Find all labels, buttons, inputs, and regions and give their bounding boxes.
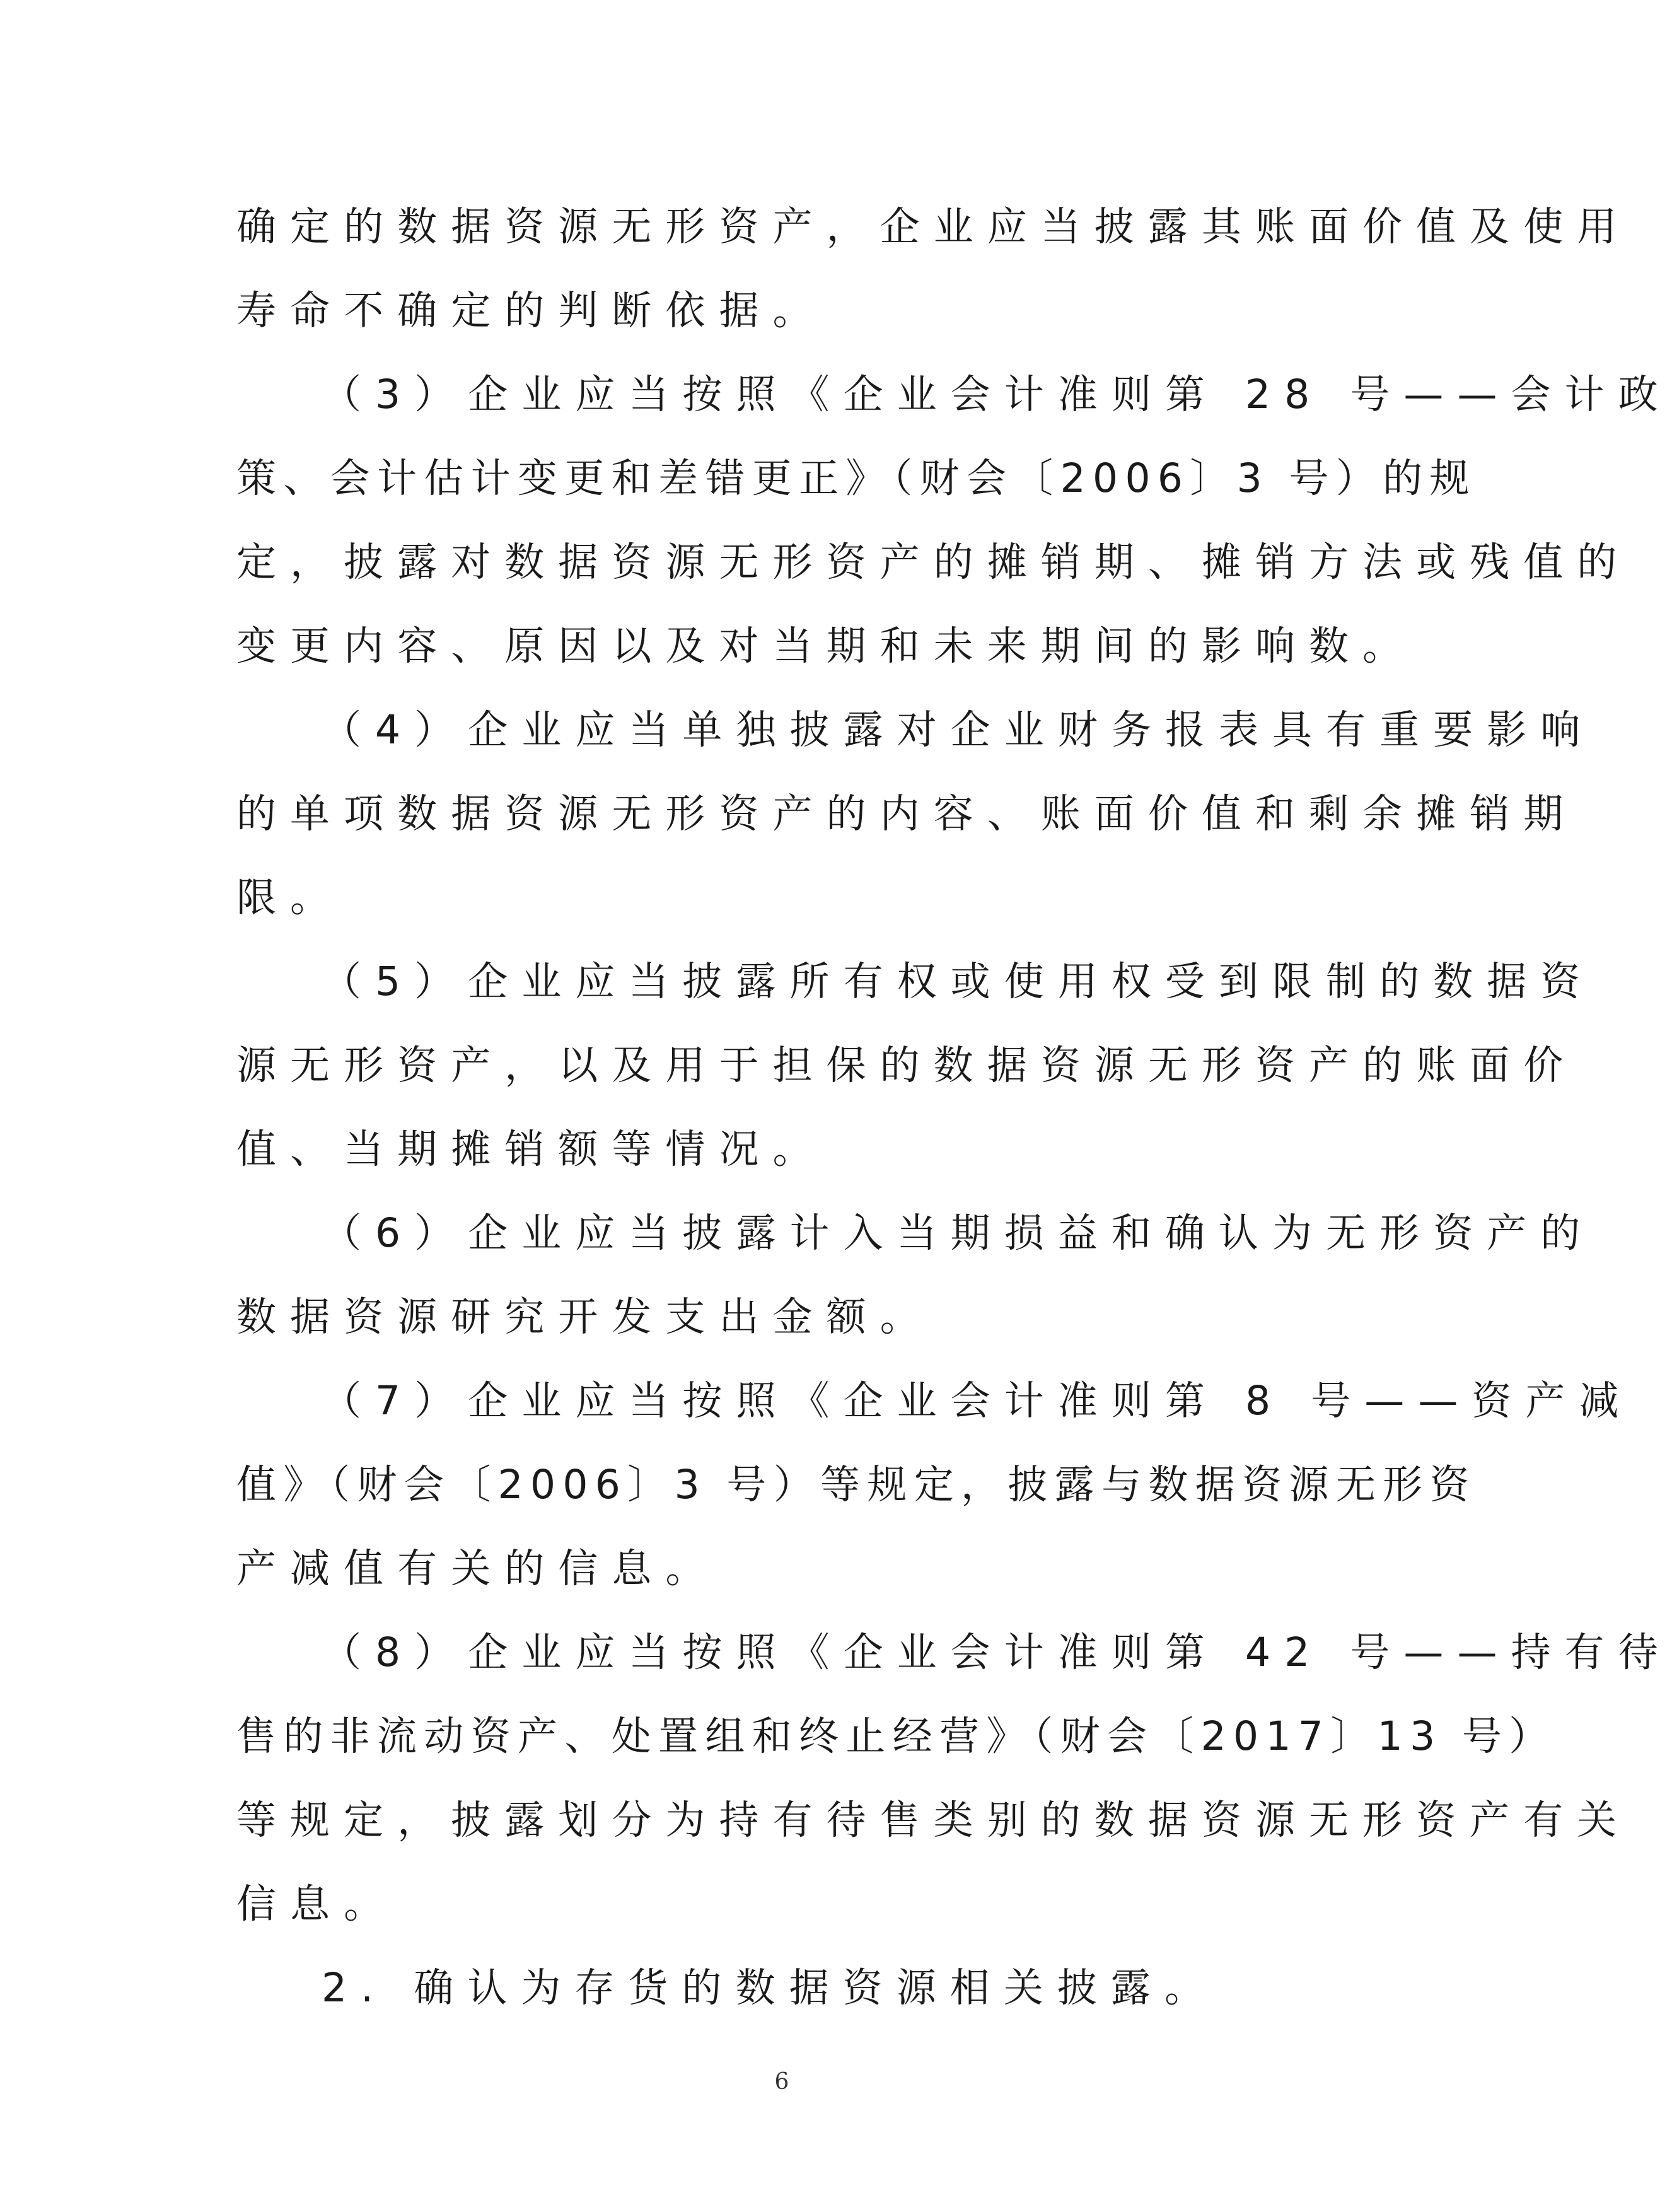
paragraph-5-line: （5）企业应当披露所有权或使用权受到限制的数据资 xyxy=(322,958,1594,1004)
paragraph-8-line: （8）企业应当按照《企业会计准则第 42 号——持有待 xyxy=(322,1629,1672,1675)
text-line: 产减值有关的信息。 xyxy=(236,1545,719,1592)
section-2-heading: 2. 确认为存货的数据资源相关披露。 xyxy=(322,1965,1219,2011)
text-line: 源无形资产，以及用于担保的数据资源无形资产的账面价 xyxy=(236,1042,1577,1088)
text-line: 信息。 xyxy=(236,1881,398,1927)
paragraph-4-line: （4）企业应当单独披露对企业财务报表具有重要影响 xyxy=(322,707,1594,753)
text-line: 限。 xyxy=(236,875,344,921)
text-line: 数据资源研究开发支出金额。 xyxy=(236,1294,934,1340)
text-line: 确定的数据资源无形资产，企业应当披露其账面价值及使用 xyxy=(236,204,1631,250)
paragraph-3-line: （3）企业应当按照《企业会计准则第 28 号——会计政 xyxy=(322,371,1672,417)
text-line: 定，披露对数据资源无形资产的摊销期、摊销方法或残值的 xyxy=(236,539,1631,585)
paragraph-7-line: （7）企业应当按照《企业会计准则第 8 号——资产减 xyxy=(322,1378,1633,1424)
text-line: 寿命不确定的判断依据。 xyxy=(236,288,827,334)
text-line: 等规定，披露划分为持有待售类别的数据资源无形资产有关 xyxy=(236,1797,1631,1843)
text-line: 的单项数据资源无形资产的内容、账面价值和剩余摊销期 xyxy=(236,791,1577,837)
text-line: 值、当期摊销额等情况。 xyxy=(236,1126,827,1172)
text-line: 值》（财会〔2006〕3 号）等规定，披露与数据资源无形资 xyxy=(236,1462,1477,1508)
paragraph-6-line: （6）企业应当披露计入当期损益和确认为无形资产的 xyxy=(322,1210,1594,1256)
page-number: 6 xyxy=(774,2069,789,2095)
text-line: 变更内容、原因以及对当期和未来期间的影响数。 xyxy=(236,623,1417,669)
text-line: 策、会计估计变更和差错更正》（财会〔2006〕3 号）的规 xyxy=(236,455,1477,501)
text-line: 售的非流动资产、处置组和终止经营》（财会〔2017〕13 号） xyxy=(236,1713,1556,1759)
